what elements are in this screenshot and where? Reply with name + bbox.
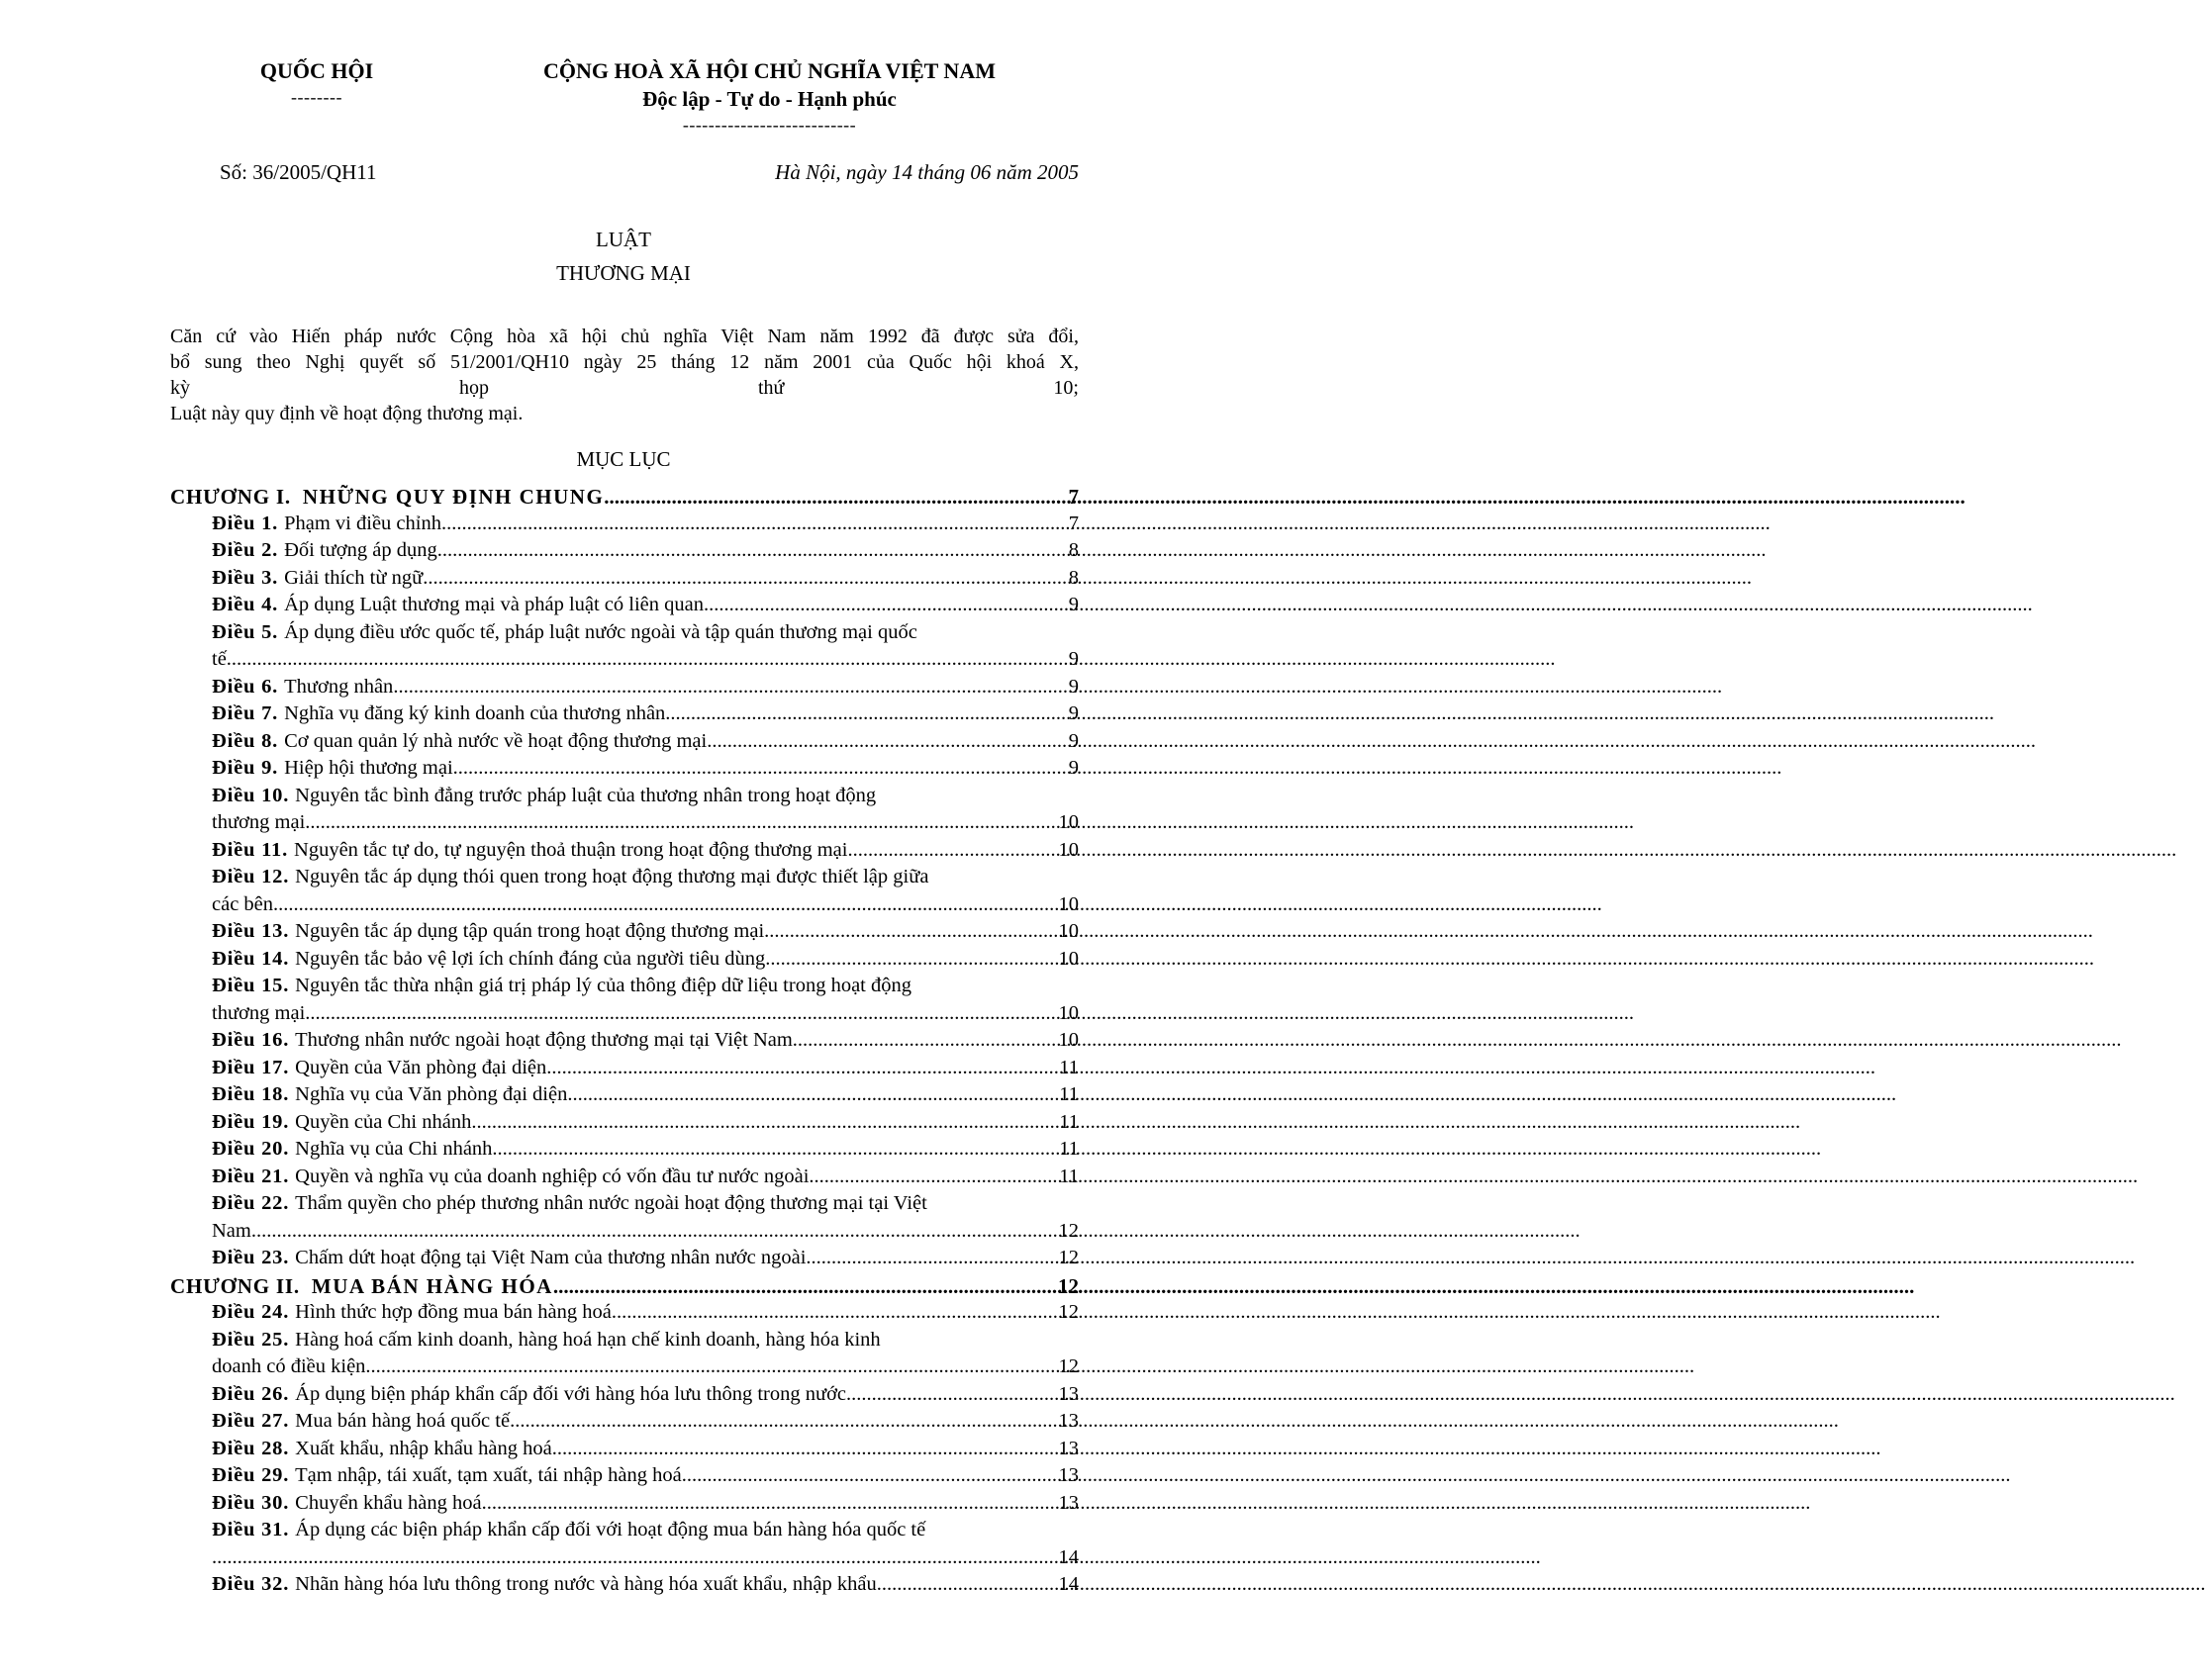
issuer-name: QUỐC HỘI xyxy=(259,58,374,83)
country-name: CỘNG HOÀ XÃ HỘI CHỦ NGHĨA VIỆT NAM xyxy=(543,58,996,83)
article-title: Chuyển khẩu hàng hoá xyxy=(295,1491,482,1514)
page-number: 9 xyxy=(1068,702,1079,724)
article-title: Hàng hoá cấm kinh doanh, hàng hoá hạn chế kinh doanh, hàng hóa kinh xyxy=(295,1328,881,1351)
page-number: 13 xyxy=(1058,1410,1079,1432)
toc-article[interactable] xyxy=(170,730,1079,758)
document-date: Hà Nội, ngày 14 tháng 06 năm 2005 xyxy=(775,160,1079,184)
article-title: Nguyên tắc tự do, tự nguyện thoả thuận trong hoạt động thương mại xyxy=(294,838,848,861)
page-number: 10 xyxy=(1058,892,1079,915)
article-label: Điều 14. xyxy=(212,947,290,970)
article-title: Áp dụng điều ước quốc tế, pháp luật nước ngoài và tập quán thương mại quốc xyxy=(284,620,917,643)
article-title: Áp dụng các biện pháp khẩn cấp đối với hoạt động mua bán hàng hóa quốc tế xyxy=(295,1519,926,1540)
page-number: 12 xyxy=(1058,1219,1079,1242)
page-number: 11 xyxy=(1059,1056,1079,1078)
toc-article[interactable] xyxy=(170,1247,1079,1274)
article-label: Điều 7. xyxy=(212,702,279,724)
article-title-cont: tế xyxy=(212,648,227,670)
article-title: Giải thích từ ngữ xyxy=(284,566,424,589)
chapter-label: CHƯƠNG I. xyxy=(170,485,291,509)
toc-article[interactable] xyxy=(170,1329,1079,1356)
article-label: Điều 11. xyxy=(212,838,289,861)
page-number: 14 xyxy=(1058,1545,1079,1568)
toc-heading: MỤC LỤC xyxy=(576,447,671,471)
article-label: Điều 28. xyxy=(212,1437,290,1459)
article-label: Điều 17. xyxy=(212,1056,290,1078)
toc-chapter[interactable] xyxy=(170,1274,1079,1302)
article-label: Điều 25. xyxy=(212,1328,290,1351)
article-label: Điều 30. xyxy=(212,1491,290,1514)
article-label: Điều 9. xyxy=(212,757,279,779)
page-number: 10 xyxy=(1058,838,1079,861)
article-label: Điều 10. xyxy=(212,784,290,806)
page-number: 12 xyxy=(1058,1301,1079,1323)
document-title: THƯƠNG MẠI xyxy=(556,261,691,285)
document-type: LUẬT xyxy=(596,228,651,251)
table-of-contents xyxy=(170,485,1079,1601)
page-number: 10 xyxy=(1058,920,1079,942)
article-title-cont: thương mại xyxy=(212,1001,306,1024)
article-title: Hiệp hội thương mại xyxy=(284,757,453,779)
article-title: Nguyên tắc thừa nhận giá trị pháp lý của thông điệp dữ liệu trong hoạt động xyxy=(295,975,911,996)
chapter-title: MUA BÁN HÀNG HÓA xyxy=(311,1273,553,1298)
page-number: 11 xyxy=(1059,1165,1079,1187)
toc-article[interactable] xyxy=(170,1573,1079,1601)
chapter-title: NHỮNG QUY ĐỊNH CHUNG xyxy=(302,485,605,509)
article-title: Áp dụng Luật thương mại và pháp luật có liên quan xyxy=(284,594,704,615)
article-label: Điều 12. xyxy=(212,866,290,887)
article-label: Điều 31. xyxy=(212,1519,290,1540)
toc-article[interactable] xyxy=(170,539,1079,567)
article-title: Nguyên tắc áp dụng tập quán trong hoạt động thương mại xyxy=(295,920,765,942)
article-title: Hình thức hợp đồng mua bán hàng hoá xyxy=(295,1301,612,1323)
page-number: 8 xyxy=(1068,539,1079,561)
page-number: 12 xyxy=(1058,1355,1079,1377)
article-title: Cơ quan quản lý nhà nước về hoạt động thương mại xyxy=(284,729,708,752)
toc-article[interactable] xyxy=(170,975,1079,1002)
article-label: Điều 22. xyxy=(212,1192,290,1214)
toc-article[interactable] xyxy=(170,1138,1079,1166)
toc-article[interactable] xyxy=(170,1029,1079,1057)
toc-article[interactable] xyxy=(170,920,1079,948)
article-label: Điều 23. xyxy=(212,1247,290,1268)
page-number: 14 xyxy=(1058,1573,1079,1595)
toc-article-cont[interactable] xyxy=(170,1002,1079,1030)
article-title: Nghĩa vụ đăng ký kinh doanh của thương nhân xyxy=(284,702,666,724)
article-label: Điều 27. xyxy=(212,1410,290,1432)
article-label: Điều 4. xyxy=(212,594,279,615)
article-label: Điều 6. xyxy=(212,675,279,698)
toc-article[interactable] xyxy=(170,1192,1079,1220)
page-number: 10 xyxy=(1058,1029,1079,1051)
page-number: 11 xyxy=(1059,1083,1079,1105)
preamble-word: họp xyxy=(459,377,489,399)
page-number: 10 xyxy=(1058,947,1079,970)
toc-article[interactable] xyxy=(170,1166,1079,1193)
toc-article[interactable] xyxy=(170,567,1079,595)
page-number: 8 xyxy=(1068,566,1079,589)
article-title: Đối tượng áp dụng xyxy=(284,539,437,561)
article-title: Áp dụng biện pháp khẩn cấp đối với hàng hóa lưu thông trong nước xyxy=(295,1382,847,1405)
article-label: Điều 16. xyxy=(212,1029,290,1051)
toc-article-cont[interactable] xyxy=(170,1355,1079,1383)
page-number: 10 xyxy=(1058,1001,1079,1024)
toc-article[interactable] xyxy=(170,702,1079,730)
toc-article[interactable] xyxy=(170,866,1079,893)
article-title: Chấm dứt hoạt động tại Việt Nam của thương nhân nước ngoài xyxy=(295,1247,807,1268)
toc-article[interactable] xyxy=(170,839,1079,867)
article-title: Nguyên tắc bảo vệ lợi ích chính đáng của người tiêu dùng xyxy=(295,947,766,970)
header-right xyxy=(490,57,1049,137)
toc-article[interactable] xyxy=(170,1410,1079,1438)
toc-article[interactable] xyxy=(170,513,1079,540)
toc-article-cont[interactable] xyxy=(170,1546,1079,1574)
toc-article-cont[interactable] xyxy=(170,893,1079,921)
page-number: 7 xyxy=(1068,485,1079,509)
article-label: Điều 19. xyxy=(212,1110,290,1133)
document-number: Số: 36/2005/QH11 xyxy=(220,160,377,184)
page-number: 9 xyxy=(1068,675,1079,698)
toc-article[interactable] xyxy=(170,1301,1079,1329)
toc-article[interactable] xyxy=(170,1383,1079,1411)
article-title: Xuất khẩu, nhập khẩu hàng hoá xyxy=(295,1437,552,1459)
page-number: 12 xyxy=(1058,1273,1079,1298)
page-number: 13 xyxy=(1058,1437,1079,1459)
article-label: Điều 24. xyxy=(212,1301,290,1323)
toc-article-cont[interactable] xyxy=(170,811,1079,839)
article-label: Điều 3. xyxy=(212,566,279,589)
article-title: Quyền và nghĩa vụ của doanh nghiệp có vốn đầu tư nước ngoài xyxy=(295,1165,810,1187)
article-title: Mua bán hàng hoá quốc tế xyxy=(295,1410,511,1432)
page-number: 9 xyxy=(1068,757,1079,779)
page-number: 7 xyxy=(1068,512,1079,534)
article-title: Tạm nhập, tái xuất, tạm xuất, tái nhập hàng hoá xyxy=(295,1464,682,1486)
article-label: Điều 29. xyxy=(212,1464,290,1486)
page-number: 10 xyxy=(1058,811,1079,833)
preamble-line: Luật này quy định về hoạt động thương mại. xyxy=(170,403,524,424)
article-label: Điều 2. xyxy=(212,539,279,561)
article-title: Thương nhân nước ngoài hoạt động thương mại tại Việt Nam xyxy=(295,1029,793,1051)
page-number: 13 xyxy=(1058,1464,1079,1486)
article-title: Nguyên tắc bình đẳng trước pháp luật của thương nhân trong hoạt động xyxy=(295,784,877,806)
page-number: 9 xyxy=(1068,594,1079,615)
toc-article[interactable] xyxy=(170,785,1079,812)
preamble-line: Căn cứ vào Hiến pháp nước Cộng hòa xã hội chủ nghĩa Việt Nam năm 1992 đã được sửa đổi, xyxy=(170,326,1079,347)
article-title: Thẩm quyền cho phép thương nhân nước ngoài hoạt động thương mại tại Việt xyxy=(295,1192,927,1214)
page-number: 11 xyxy=(1059,1110,1079,1133)
article-title: Quyền của Chi nhánh xyxy=(295,1110,472,1133)
toc-article[interactable] xyxy=(170,1492,1079,1520)
page-number: 11 xyxy=(1059,1138,1079,1160)
article-title-cont: Nam xyxy=(212,1219,251,1242)
issuer-separator: -------- xyxy=(291,87,342,107)
article-title: Nguyên tắc áp dụng thói quen trong hoạt động thương mại được thiết lập giữa xyxy=(295,866,929,887)
preamble-word: 10; xyxy=(1053,377,1079,399)
motto-separator: --------------------------- xyxy=(682,115,857,135)
page-number: 13 xyxy=(1058,1382,1079,1405)
article-label: Điều 32. xyxy=(212,1573,290,1595)
article-title: Quyền của Văn phòng đại diện xyxy=(295,1056,547,1078)
preamble-line: bổ sung theo Nghị quyết số 51/2001/QH10 ngày 25 tháng 12 năm 2001 của Quốc hội khoá X, xyxy=(170,351,1079,373)
article-title: Nghĩa vụ của Văn phòng đại diện xyxy=(295,1083,568,1105)
toc-article[interactable] xyxy=(170,1438,1079,1465)
toc-article[interactable] xyxy=(170,1083,1079,1111)
toc-article-cont[interactable] xyxy=(170,648,1079,676)
toc-article[interactable] xyxy=(170,676,1079,703)
article-title-cont: doanh có điều kiện xyxy=(212,1355,366,1377)
page-number: 9 xyxy=(1068,648,1079,670)
toc-article[interactable] xyxy=(170,1111,1079,1139)
article-title: Nghĩa vụ của Chi nhánh xyxy=(295,1138,493,1160)
article-label: Điều 20. xyxy=(212,1138,290,1160)
article-label: Điều 1. xyxy=(212,512,279,534)
preamble-line xyxy=(170,375,1079,401)
toc-article[interactable] xyxy=(170,757,1079,785)
article-label: Điều 13. xyxy=(212,920,290,942)
article-label: Điều 18. xyxy=(212,1083,290,1105)
article-label: Điều 15. xyxy=(212,975,290,996)
article-label: Điều 26. xyxy=(212,1382,290,1405)
toc-article[interactable] xyxy=(170,1519,1079,1546)
header-left xyxy=(198,57,435,109)
page-number: 13 xyxy=(1058,1491,1079,1514)
article-label: Điều 5. xyxy=(212,620,279,643)
article-title-cont: thương mại xyxy=(212,811,306,833)
article-title: Phạm vi điều chỉnh xyxy=(284,512,441,534)
toc-article[interactable] xyxy=(170,621,1079,649)
article-title-cont: các bên xyxy=(212,892,274,915)
chapter-label: CHƯƠNG II. xyxy=(170,1273,300,1298)
article-label: Điều 21. xyxy=(212,1165,290,1187)
toc-article[interactable] xyxy=(170,1057,1079,1084)
article-title: Thương nhân xyxy=(284,675,394,698)
preamble-word: kỳ xyxy=(170,377,190,399)
article-label: Điều 8. xyxy=(212,729,279,752)
national-motto: Độc lập - Tự do - Hạnh phúc xyxy=(642,87,897,111)
toc-article[interactable] xyxy=(170,948,1079,976)
toc-article-cont[interactable] xyxy=(170,1220,1079,1248)
toc-chapter[interactable] xyxy=(170,485,1079,513)
toc-article[interactable] xyxy=(170,594,1079,621)
page-number: 9 xyxy=(1068,729,1079,752)
preamble xyxy=(170,324,1079,426)
article-title: Nhãn hàng hóa lưu thông trong nước và hàng hóa xuất khẩu, nhập khẩu xyxy=(295,1573,877,1595)
toc-article[interactable] xyxy=(170,1464,1079,1492)
preamble-word: thứ xyxy=(758,377,785,399)
page-number: 12 xyxy=(1058,1247,1079,1268)
